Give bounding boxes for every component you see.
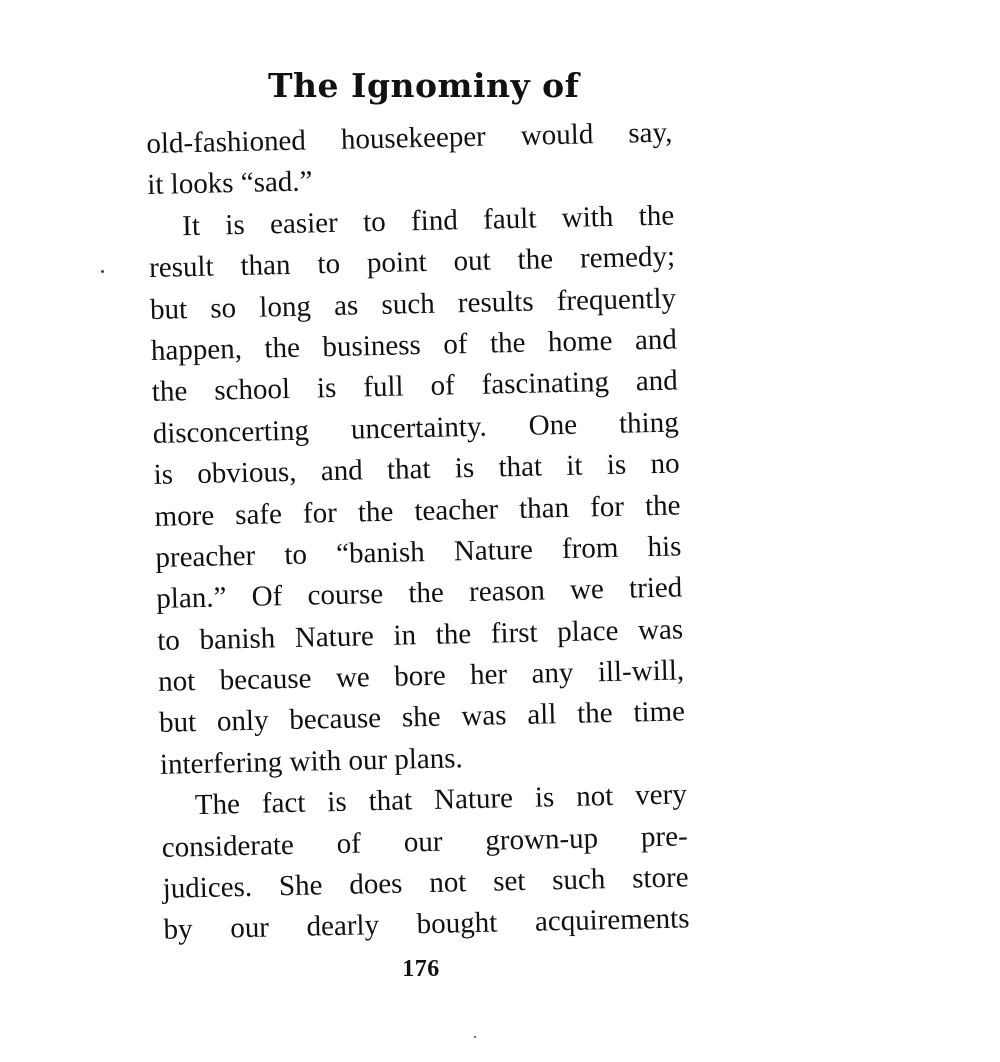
text-line: It is easier to find fault with the <box>181 199 675 243</box>
text-line: old-fashioned housekeeper would say, <box>146 116 673 160</box>
text-line: considerate of our grown-up pre- <box>161 819 689 864</box>
text-line: plan.” Of course the reason we tried <box>156 571 683 616</box>
text-line: result than to point out the remedy; <box>148 240 676 285</box>
text-line: interfering with our plans. <box>159 742 464 781</box>
text-line: the school is full of fascinating and <box>151 364 679 409</box>
text-line: but only because she was all the time <box>158 695 686 740</box>
page-number: 176 <box>402 956 440 982</box>
body-text <box>146 113 690 952</box>
text-line: not because we bore her any ill-will, <box>157 654 685 698</box>
scan-speck <box>474 1036 476 1038</box>
text-line: happen, the business of the home and <box>150 323 678 367</box>
text-line: preacher to “banish Nature from his <box>155 530 682 574</box>
text-line: disconcerting uncertainty. One thing <box>152 406 679 450</box>
running-head: The Ignominy of <box>268 66 580 105</box>
text-line: to banish Nature in the first place was <box>156 613 684 657</box>
text-line: The fact is that Nature is not very <box>194 778 688 822</box>
text-line: by our dearly bought acquirements <box>163 902 690 947</box>
text-line: it looks “sad.” <box>146 165 313 202</box>
text-line: more safe for the teacher than for the <box>154 488 681 533</box>
text-line: is obvious, and that is that it is no <box>153 447 680 492</box>
text-line: but so long as such results frequently <box>149 282 677 326</box>
scan-speck <box>101 270 104 273</box>
text-line: judices. She does not set such store <box>162 861 689 905</box>
